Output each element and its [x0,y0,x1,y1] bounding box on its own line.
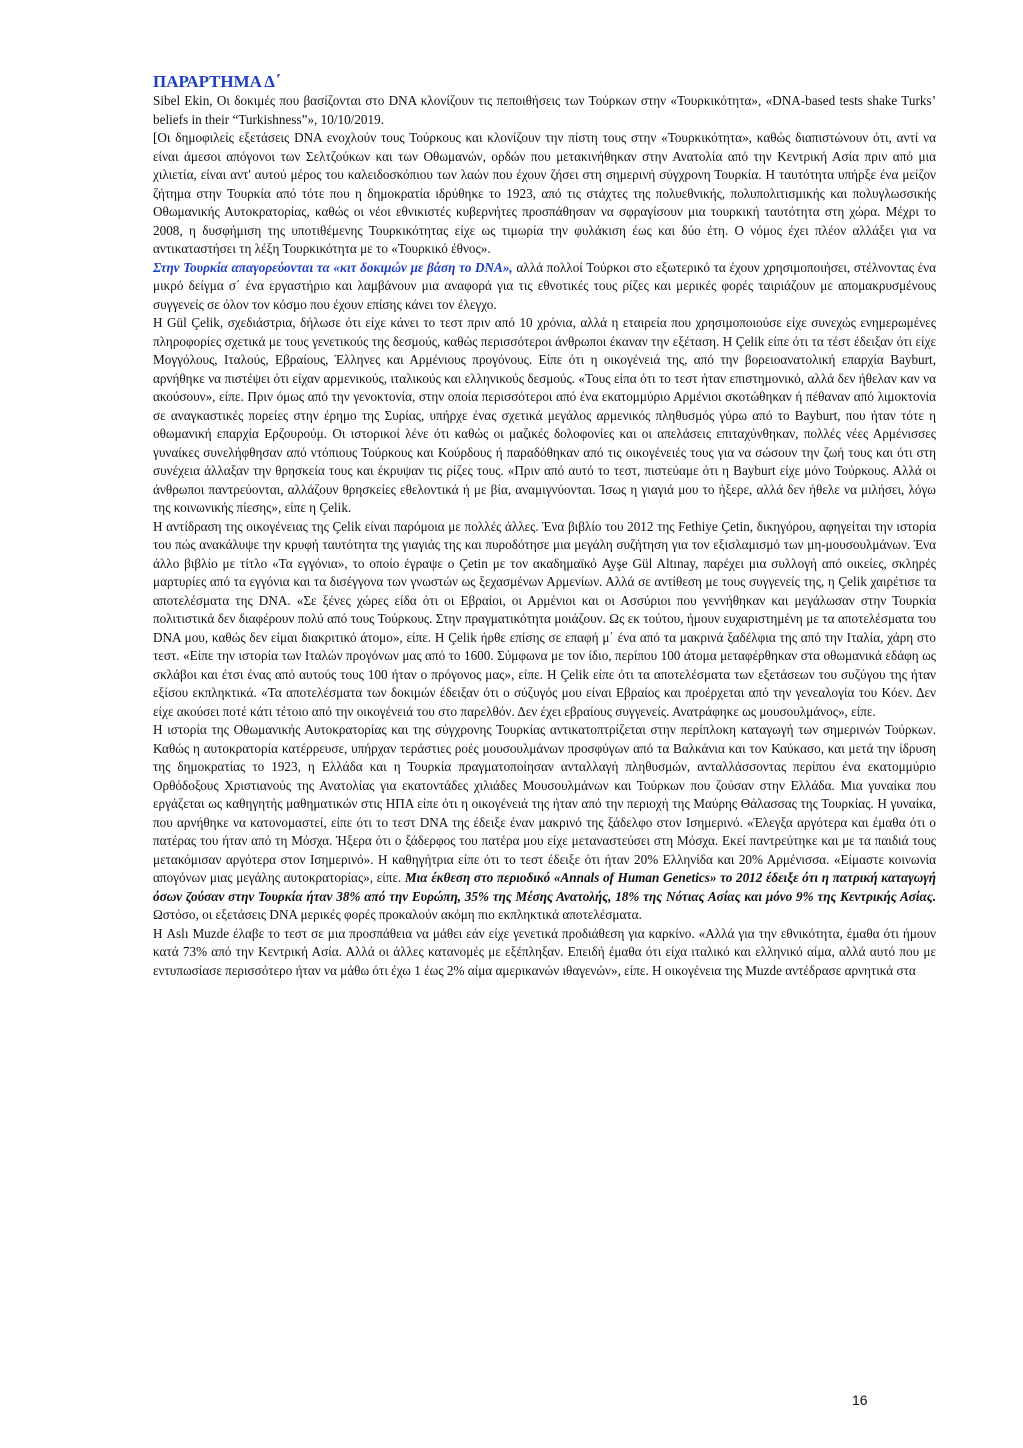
document-body [153,72,936,980]
intro-paragraph: [Οι δημοφιλείς εξετάσεις DNA ενοχλούν τους Τούρκους και κλονίζουν την πίστη τους στην «Τουρκικότητα», καθώς διαπιστώνουν ότι, αντί να είναι άμεσοι απόγονοι των Σελτζούκων και των Οθωμανών, ορδών που μετακινήθηκαν στην Ανατολία από την Κεντρική Ασία πριν από μια χιλιετία, είναι αντ' αυτού μέρος του καλειδοσκόπιου των λαών που έχουν ζήσει στη σημερινή σύγχρονη Τουρκία. Η ταυτότητα υπήρξε ένα μείζον ζήτημα στην Τουρκία από τότε που η δημοκρατία ιδρύθηκε το 1923, από τις στάχτες της πολυεθνικής, πολυπολιτισμικής και πολυγλωσσικής Οθωμανικής Αυτοκρατορίας, καθώς οι νέοι εθνικιστές κυβερνήτες προσπάθησαν να σφραγίσουν μια τουρκική ταυτότητα στη χώρα. Μέχρι το 2008, η δυσφήμιση της υποτιθέμενης Τουρκικότητας είχε ως τιμωρία την φυλάκιση έως και δύο έτη. Ο νόμος έχει πλέον αλλάξει για να αντικαταστήσει τη λέξη Τουρκικότητα με το «Τουρκικό έθνος». [153,130,936,256]
celik-paragraph: Η Gül Çelik, σχεδιάστρια, δήλωσε ότι είχε κάνει το τεστ πριν από 10 χρόνια, αλλά η εταιρεία που χρησιμοποιούσε είχε συνεχώς ενημερωμένες πληροφορίες σχετικά με τους γενετικούς της δεσμούς, καθώς περισσότεροι άνθρωποι έκαναν την εξέταση. Η Çelik είπε ότι τα τέστ έδειξαν ότι είχε Μογγόλους, Ιταλούς, Εβραίους, Έλληνες και Αρμένιους προγόνους. Είπε ότι η οικογένειά της, από την βορειοανατολική επαρχία Bayburt, αρνήθηκε να πιστέψει ότι είχαν αρμενικούς, ιταλικούς και ελληνικούς δεσμούς. «Τους είπα ότι το τεστ ήταν επιστημονικό, αλλά δεν ήθελαν καν να ακούσουν», είπε. Πριν όμως από την γενοκτονία, στην οποία περισσότεροι από ένα εκατομμύριο Αρμένιοι σκοτώθηκαν ή πέθαναν από λιμοκτονία σε αναγκαστικές πορείες στην έρημο της Συρίας, υπήρχε ένας σχετικά μεγάλος αρμενικός πληθυσμός γύρω από το Bayburt, που ήταν τότε η οθωμανική επαρχία Ερζουρούμ. Οι ιστορικοί λένε ότι καθώς οι μαζικές δολοφονίες και οι απελάσεις επιταχύνθηκαν, πολλές νέες Αρμένισσες γυναίκες συνελήφθησαν από ντόπιους Τούρκους και Κούρδους ή παραδόθηκαν από τις οικογένειές τους για να σώσουν την ζωή τους και ότι στη συνέχεια άλλαξαν την θρησκεία τους και έκρυψαν τις ρίζες τους. «Πριν από αυτό το τεστ, πιστεύαμε ότι η Bayburt είχε μόνο Τούρκους. Αλλά οι άνθρωποι παντρεύονται, αλλάζουν θρησκείες εθελοντικά ή με βία, αναμιγνύονται. Ίσως η γιαγιά μου το ήξερε, αλλά δεν ήθελε να μιλήσει, λόγω της κοινωνικής πίεσης», είπε η Çelik. [153,315,936,515]
citation-paragraph: Sibel Ekin, Οι δοκιμές που βασίζονται στο DNA κλονίζουν τις πεποιθήσεις των Τούρκων στην «Τουρκικότητα», «DNA-based tests shake Turks’ beliefs in their “Turkishness”», 10/10/2019. [153,93,936,127]
ban-paragraph [153,259,936,315]
page-number: 16 [852,1392,868,1408]
history-text: Η ιστορία της Οθωμανικής Αυτοκρατορίας και της σύγχρονης Τουρκίας αντικατοπτρίζεται στην περίπλοκη καταγωγή των σημερινών Τούρκων. Καθώς η αυτοκρατορία κατέρρευσε, υπήρχαν τεράστιες ροές μουσουλμάνων προσφύγων από τα Βαλκάνια και τον Καύκασο, και μετά την ίδρυση της δημοκρατίας το 1923, η Ελλάδα και η Τουρκία πραγματοποίησαν ανταλλαγή πληθυσμών, ανταλλάσσοντας περίπου ένα εκατομμύριο Ορθόδοξους Χριστιανούς της Ανατολίας για εκατοντάδες χιλιάδες Μουσουλμάνων και Τούρκων που ζούσαν στην Ελλάδα. Μια γυναίκα που εργάζεται ως καθηγητής μαθηματικών στις ΗΠΑ είπε ότι η οικογένειά της ήταν από την περιοχή της Μαύρης Θάλασσας της Τουρκίας. Η γυναίκα, που αρνήθηκε να κατονομαστεί, είπε ότι το τεστ DNA της έδειξε έναν μακρινό της ξάδελφο στον Ισημερινό. «Έλεγξα αργότερα και έμαθα ότι ο πατέρας του ήταν από τη Μόσχα. Ήξερα ότι ο ξάδερφος του πατέρα μου είχε μεταναστεύσει στη Μόσχα. Εκεί παντρεύτηκε και με τα παιδιά τους μετακόμισαν αργότερα στον Ισημερινό». Η καθηγήτρια είπε ότι το τεστ έδειξε ότι ήταν 20% Ελληνίδα και 20% Αρμένισσα. «Είμαστε κοινωνία απογόνων μιας μεγάλης αυτοκρατορίας», είπε. [153,722,936,885]
ban-emphasis: Στην Τουρκία απαγορεύονται τα «κιτ δοκιμών με βάση το DNA», [153,259,513,275]
history-paragraph [153,721,936,925]
ban-text: αλλά πολλοί Τούρκοι στο εξωτερικό τα έχουν χρησιμοποιήσει, στέλνοντας ένα μικρό δείγμα σ΄ ένα εργαστήριο και λαμβάνουν μια αναφορά για τις εθνοτικές τους ρίζες και μερικές φορές ταιριάζουν με απομακρυσμένους συγγενείς σε όλον τον κόσμο που έχουν επίσης κάνει τον έλεγχο. [153,259,936,312]
muzde-paragraph: Η Aslı Muzde έλαβε το τεστ σε μια προσπάθεια να μάθει εάν είχε γενετικά προδιάθεση για καρκίνο. «Αλλά για την εθνικότητα, έμαθα ότι ήμουν κατά 73% από την Κεντρική Ασία. Αλλά οι άλλες κατανομές με εξέπληξαν. Επειδή έμαθα ότι είχα ιταλικό και ελληνικό αίμα, αλλά αυτό που με εντυπωσίασε περισσότερο ήταν να μάθω ότι έχω 1 έως 2% αίμα αμερικανών ιθαγενών», είπε. Η οικογένεια της Muzde αντέδρασε αρνητικά στα [153,925,936,978]
annals-emphasis: Μια έκθεση στο περιοδικό «Annals of Human Genetics» το 2012 έδειξε ότι η πατρική καταγωγή όσων ζούσαν στην Τουρκία ήταν 38% από την Ευρώπη, 35% της Μέσης Ανατολής, 18% της Νότιας Ασίας και μόνο 9% της Κεντρικής Ασίας. [153,870,936,904]
history-text-end: Ωστόσο, οι εξετάσεις DNA μερικές φορές προκαλούν ακόμη πιο εκπληκτικά αποτελέσματα. [153,907,642,922]
appendix-heading: ΠΑΡΑΡΤΗΜΑ Δ΄ [153,72,281,91]
family-reaction-paragraph: Η αντίδραση της οικογένειας της Çelik είναι παρόμοια με πολλές άλλες. Ένα βιβλίο του 2012 της Fethiye Çetin, δικηγόρου, αφηγείται την ιστορία του πώς ανακάλυψε την κρυφή ταυτότητα της γιαγιάς της και πυροδότησε μια μεγάλη συζήτηση για τον εξισλαμισμό των μη-μουσουλμάνων. Ένα άλλο βιβλίο με τίτλο «Τα εγγόνια», το οποίο έγραψε ο Çetin με τον ακαδημαϊκό Ayşe Gül Altınay, παρέχει μια συλλογή από οικείες, σκληρές μαρτυρίες από τα εγγόνια και τα δισέγγονα των γνωστών ως ξεχασμένων Αρμενίων. Αλλά σε αντίθεση με τους συγγενείς της, η Çelik χαιρέτισε τα αποτελέσματα της DNA. «Σε ξένες χώρες είδα ότι οι Εβραίοι, οι Αρμένιοι και οι Ασσύριοι που γεννήθηκαν και μεγάλωσαν στην Τουρκία πολιτιστικά δεν διαφέρουν πολύ από τους Τούρκους. Στην πραγματικότητα μοιάζουν. Ως εκ τούτου, ήμουν ευχαριστημένη με τα αποτελέσματα του DNA μου, καθώς δεν είμαι διακριτικό άτομο», είπε. Η Çelik ήρθε επίσης σε επαφή μ΄ ένα από τα μακρινά ξαδέλφια της από την Ιταλία, χάρη στο τεστ. «Είπε την ιστορία των Ιταλών προγόνων μας από το 1600. Σύμφωνα με τον ίδιο, περίπου 100 άτομα μεταφέρθηκαν στα οθωμανικά εδάφη ως σκλάβοι και έτσι ένας από αυτούς τους 100 ήταν ο πρόγονος μας», είπε. Η Çelik είπε ότι τα αποτελέσματα των εξετάσεων του συζύγου της ήταν εξίσου εκπληκτικά. «Τα αποτελέσματα των δοκιμών έδειξαν ότι ο σύζυγός μου είναι Εβραίος και προέρχεται από την γενεαλογία του Κόεν. Δεν είχε ακούσει ποτέ κάτι τέτοιο από την οικογένειά του στο παρελθόν. Δεν έχει εβραίους συγγενείς. Ανατράφηκε ως μουσουλμάνος», είπε. [153,518,936,719]
